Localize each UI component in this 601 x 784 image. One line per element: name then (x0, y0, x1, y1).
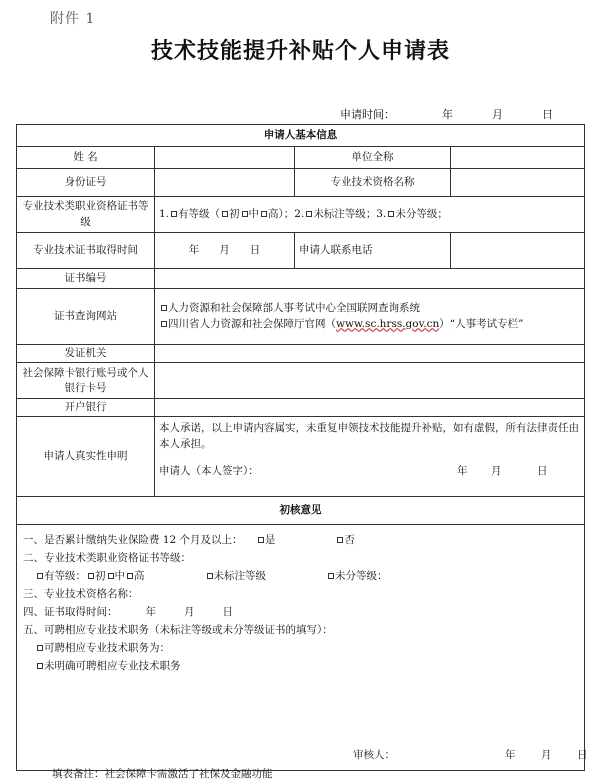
bank-card-label: 社会保障卡银行账号或个人银行卡号 (17, 363, 155, 399)
primary-text: 初 (229, 207, 240, 220)
id-number-field[interactable] (155, 169, 295, 197)
apply-time-year: 年 (442, 108, 453, 121)
employer-label: 单位全称 (295, 147, 451, 169)
bank-label: 开户银行 (17, 399, 155, 417)
checkbox-q2-unmarked[interactable] (207, 573, 213, 579)
review-q4-day: 日 (222, 606, 233, 619)
review-q2-senior: 高 (134, 570, 145, 583)
reviewer-label[interactable]: 审核人： (353, 749, 395, 762)
reviewer-month: 月 (541, 749, 552, 762)
form-title: 技术技能提升补贴个人申请表 (150, 39, 450, 64)
site1-text: 人力资源和社会保障部人事考试中心全国联网查询系统 (168, 302, 420, 315)
opt1-text: 有等级（ (178, 207, 221, 220)
checkbox-site1[interactable] (161, 305, 167, 311)
section-basic-info: 申请人基本信息 (17, 125, 585, 147)
opt3-text: 未分等级； (395, 207, 448, 220)
review-q1-text: 一、是否累计缴纳失业保险费 12 个月及以上： (23, 534, 243, 547)
phone-field[interactable] (451, 233, 585, 269)
opt1-number: 1. (159, 207, 170, 220)
truth-statement-label: 申请人真实性申明 (17, 417, 155, 497)
signature-year: 年 (457, 464, 468, 477)
cert-time-field[interactable] (155, 233, 295, 269)
checkbox-q2-has[interactable] (37, 573, 43, 579)
opt2-text: 未标注等级 (313, 207, 366, 220)
annex-label: 附件 1 (50, 11, 96, 27)
review-q1 (23, 531, 578, 549)
review-q4-year: 年 (145, 606, 156, 619)
applicant-signature-label[interactable]: 申请人（本人签字）： (159, 464, 259, 477)
review-q4 (23, 603, 578, 621)
reviewer-year: 年 (505, 749, 516, 762)
opt3-number: ；3. (365, 207, 387, 220)
signature-row (159, 464, 580, 480)
apply-time-day: 日 (542, 108, 553, 121)
employer-field[interactable] (451, 147, 585, 169)
review-q5: 五、可聘相应专业技术职务（未标注等级或未分等级证书的填写）： (23, 624, 333, 637)
query-site-label: 证书查询网站 (17, 289, 155, 345)
query-site-options (155, 289, 585, 345)
review-q5-opt1 (23, 639, 578, 657)
bank-field[interactable] (155, 399, 585, 417)
review-q2-has: 有等级： (44, 570, 86, 583)
review-q3: 三、专业技术资格名称： (23, 588, 139, 601)
review-cell (17, 525, 588, 771)
qualification-name-label: 专业技术资格名称 (295, 169, 451, 197)
cert-number-field[interactable] (155, 269, 585, 289)
cert-number-label: 证书编号 (17, 269, 155, 289)
reviewer-day: 日 (577, 749, 588, 762)
cert-time-year: 年 (188, 243, 200, 256)
checkbox-q2-middle[interactable] (108, 573, 114, 579)
name-field[interactable] (155, 147, 295, 169)
issuer-label: 发证机关 (17, 345, 155, 363)
review-q2-middle: 中 (114, 570, 125, 583)
qualification-name-field[interactable] (451, 169, 585, 197)
checkbox-senior[interactable] (261, 211, 267, 217)
senior-text: 高） (268, 207, 284, 220)
review-q2-unmarked: 未标注等级 (213, 570, 266, 583)
issuer-field[interactable] (155, 345, 585, 363)
truth-statement-cell (155, 417, 585, 497)
review-q2-unleveled: 未分等级： (335, 570, 388, 583)
review-q2-options (23, 567, 578, 585)
signature-day: 日 (537, 464, 548, 477)
cert-time-label: 专业技术证书取得时间 (17, 233, 155, 269)
checkbox-middle[interactable] (242, 211, 248, 217)
review-q4-month: 月 (184, 606, 195, 619)
checkbox-q2-unleveled[interactable] (328, 573, 334, 579)
footer-note: 填表备注：社会保障卡需激活了社保及金融功能 (52, 768, 273, 780)
checkbox-has-level[interactable] (171, 211, 177, 217)
truth-statement-text: 本人承诺，以上申请内容属实，未重复申领技术技能提升补贴，如有虚假，所有法律责任由本人承担。 (159, 422, 579, 450)
checkbox-q5-opt1[interactable] (37, 645, 43, 651)
checkbox-q1-no[interactable] (337, 537, 343, 543)
checkbox-primary[interactable] (222, 211, 228, 217)
id-number-label: 身份证号 (17, 169, 155, 197)
cert-level-options (155, 197, 585, 233)
review-q5-opt1-text: 可聘相应专业技术职务为： (44, 642, 170, 655)
review-q5-opt2 (23, 657, 578, 675)
checkbox-q1-yes[interactable] (258, 537, 264, 543)
section-review: 初核意见 (17, 497, 585, 525)
signature-month: 月 (491, 464, 502, 477)
apply-time (340, 106, 553, 122)
checkbox-q2-primary[interactable] (88, 573, 94, 579)
name-label: 姓 名 (17, 147, 155, 169)
phone-label: 申请人联系电话 (295, 233, 451, 269)
checkbox-unleveled[interactable] (388, 211, 394, 217)
cert-level-label: 专业技术类职业资格证书等级 (17, 197, 155, 233)
review-q4-text: 四、证书取得时间： (23, 606, 118, 619)
application-table (16, 124, 588, 771)
review-q1-yes: 是 (264, 534, 276, 547)
apply-time-month: 月 (492, 108, 503, 121)
checkbox-q5-opt2[interactable] (37, 663, 43, 669)
checkbox-unmarked[interactable] (306, 211, 312, 217)
site2-suffix: ）“人事考试专栏” (439, 317, 524, 330)
review-q2-primary: 初 (95, 570, 106, 583)
site2-url-link[interactable]: www.sc.hrss.gov.cn (336, 317, 440, 330)
review-q5-opt2-text: 未明确可聘相应专业技术职务 (44, 660, 181, 673)
review-q2: 二、专业技术类职业资格证书等级： (23, 552, 191, 565)
apply-time-label: 申请时间： (340, 108, 395, 121)
bank-card-field[interactable] (155, 363, 585, 399)
checkbox-q2-senior[interactable] (127, 573, 133, 579)
cert-time-month: 月 (219, 243, 230, 256)
checkbox-site2[interactable] (161, 321, 167, 327)
opt2-number: ；2. (283, 207, 305, 220)
site2-prefix: 四川省人力资源和社会保障厅官网（ (168, 317, 336, 330)
cert-time-day: 日 (249, 243, 261, 256)
review-q1-no: 否 (344, 534, 355, 547)
middle-text: 中 (248, 207, 260, 220)
